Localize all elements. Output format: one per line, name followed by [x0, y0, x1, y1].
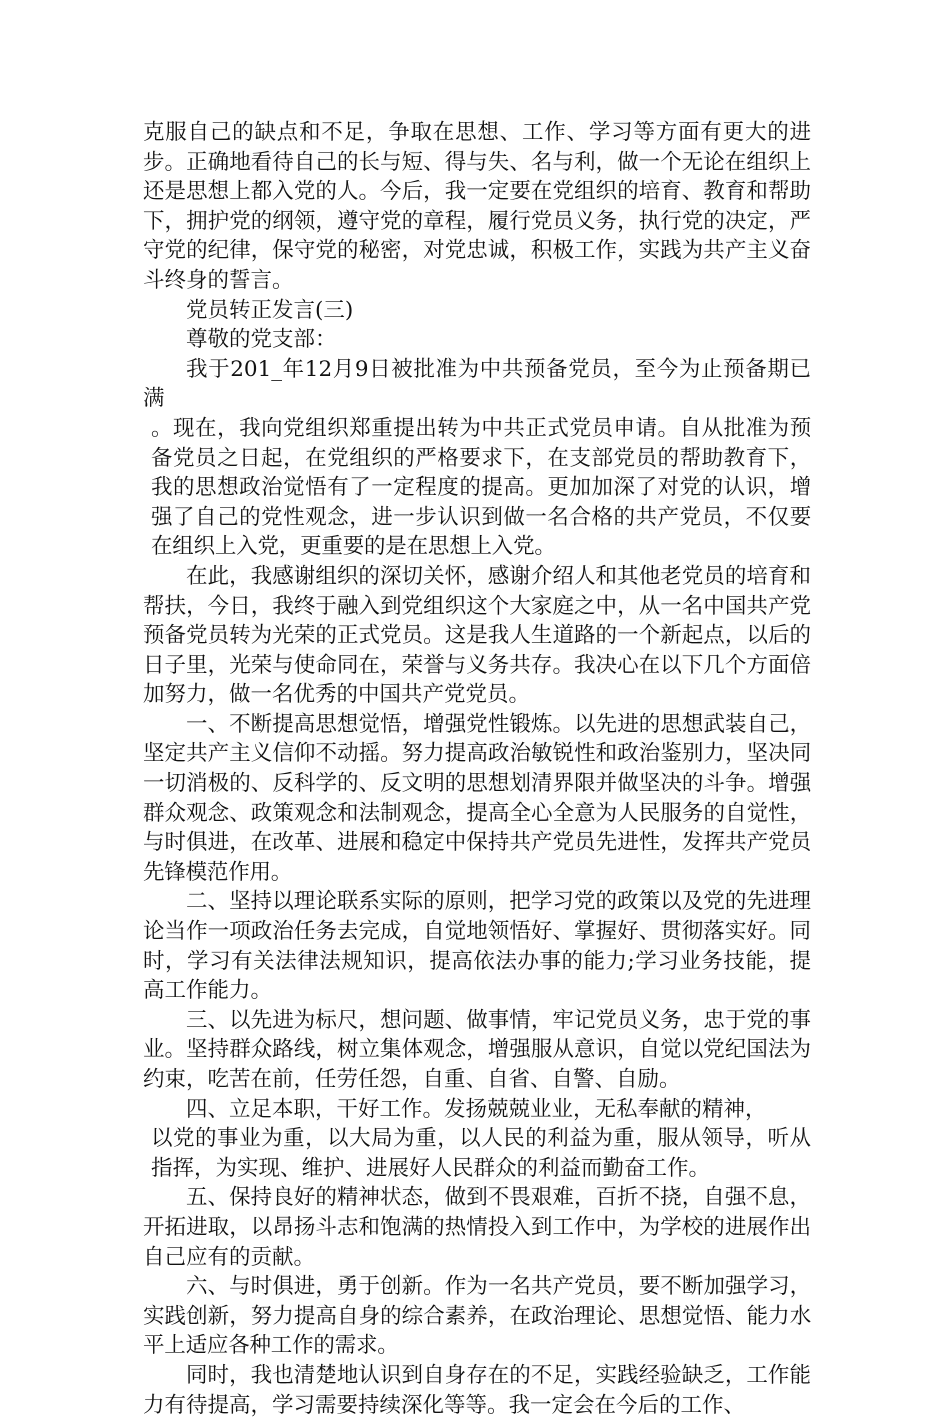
paragraph-shortcomings: 同时，我也清楚地认识到自身存在的不足，实践经验缺乏，工作能力有待提高，学习需要持续深化等等。我一定会在今后的工作、 — [143, 1362, 811, 1418]
paragraph-gratitude: 在此，我感谢组织的深切关怀，感谢介绍人和其他老党员的培育和帮扶，今日，我终于融入到党组织这个大家庭之中，从一名中国共产党预备党员转为光荣的正式党员。这是我人生道路的一个新起点，以后的日子里，光荣与使命同在，荣誉与义务共存。我决心在以下几个方面倍加努力，做一名优秀的中国共产党党员。 — [143, 563, 811, 708]
section-heading: 党员转正发言(三) — [186, 297, 354, 323]
paragraph-point-one: 一、不断提高思想觉悟，增强党性锻炼。以先进的思想武装自己，坚定共产主义信仰不动摇。努力提高政治敏锐性和政治鉴别力，坚决同一切消极的、反科学的、反文明的思想划清界限并做坚决的斗争。增强群众观念、政策观念和法制观念，提高全心全意为人民服务的自觉性，与时俱进，在改革、进展和稳定中保持共产党员先进性，发挥共产党员先锋模范作用。 — [143, 711, 811, 885]
paragraph-point-five: 五、保持良好的精神状态，做到不畏艰难，百折不挠，自强不息，开拓进取，以昂扬斗志和饱满的热情投入到工作中，为学校的进展作出自己应有的贡献。 — [143, 1185, 811, 1270]
salutation: 尊敬的党支部： — [186, 327, 337, 353]
paragraph-point-six: 六、与时俱进，勇于创新。作为一名共产党员，要不断加强学习，实践创新，努力提高自身的综合素养，在政治理论、思想觉悟、能力水平上适应各种工作的需求。 — [143, 1274, 811, 1359]
paragraph-opening-continuation: 克服自己的缺点和不足，争取在思想、工作、学习等方面有更大的进步。正确地看待自己的长与短、得与失、名与利，做一个无论在组织上还是思想上都入党的人。今后，我一定要在党组织的培育、教育和帮助下，拥护党的纲领，遵守党的章程，履行党员义务，执行党的决定，严守党的纪律，保守党的秘密，对党忠诚，积极工作，实践为共产主义奋斗终身的誓言。 — [143, 120, 811, 293]
paragraph-point-two: 二、坚持以理论联系实际的原则，把学习党的政策以及党的先进理论当作一项政治任务去完成，自觉地领悟好、掌握好、贯彻落实好。同时，学习有关法律法规知识，提高依法办事的能力;学习业务技能，提高工作能力。 — [143, 889, 811, 1004]
paragraph-point-four: 四、立足本职，干好工作。发扬兢兢业业，无私奉献的精神， — [186, 1096, 767, 1122]
document-page — [143, 118, 811, 1420]
paragraph-point-four-continuation: 以党的事业为重，以大局为重，以人民的利益为重，服从领导，听从指挥，为实现、维护、进展好人民群众的利益而勤奋工作。 — [151, 1126, 811, 1181]
paragraph-application: 。现在，我向党组织郑重提出转为中共正式党员申请。自从批准为预备党员之日起，在党组织的严格要求下，在支部党员的帮助教育下，我的思想政治觉悟有了一定程度的提高。更加加深了对党的认识，增强了自己的党性观念，进一步认识到做一名合格的共产党员，不仅要在组织上入党，更重要的是在思想上入党。 — [151, 415, 811, 560]
paragraph-approval-date: 我于201_年12月9日被批准为中共预备党员，至今为止预备期已满 — [143, 356, 811, 412]
paragraph-point-three: 三、以先进为标尺，想问题、做事情，牢记党员义务，忠于党的事业。坚持群众路线，树立集体观念，增强服从意识，自觉以党纪国法为约束，吃苦在前，任劳任怨，自重、自省、自警、自励。 — [143, 1007, 811, 1092]
